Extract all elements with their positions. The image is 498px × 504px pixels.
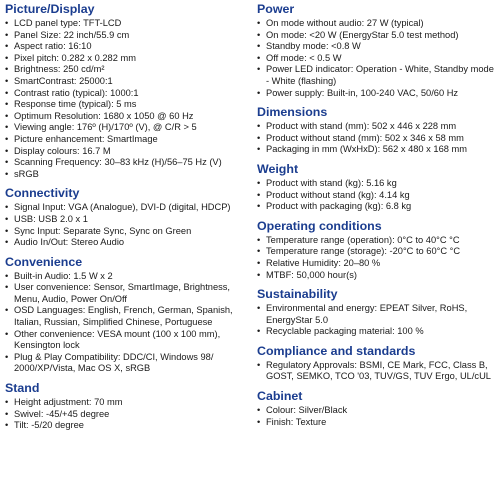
spec-item: • Built-in Audio: 1.5 W x 2 bbox=[5, 271, 251, 283]
section-title: Connectivity bbox=[5, 186, 80, 201]
spec-item: • Finish: Texture bbox=[257, 417, 497, 429]
spec-list bbox=[5, 397, 251, 432]
spec-item: • On mode: <20 W (EnergyStar 5.0 test method) bbox=[257, 30, 497, 42]
spec-item: • Off mode: < 0.5 W bbox=[257, 53, 497, 65]
spec-item: • Audio In/Out: Stereo Audio bbox=[5, 237, 251, 249]
spec-section-power bbox=[257, 2, 497, 99]
spec-list bbox=[5, 202, 251, 248]
section-title: Power bbox=[257, 2, 295, 16]
spec-item: • Other convenience: VESA mount (100 x 100 mm), Kensington lock bbox=[5, 329, 251, 352]
spec-item: • Power supply: Built-in, 100-240 VAC, 50/60 Hz bbox=[257, 88, 497, 100]
spec-item: • Swivel: -45/+45 degree bbox=[5, 409, 251, 421]
spec-section-operating-conditions bbox=[257, 219, 497, 281]
spec-item: • Environmental and energy: EPEAT Silver, RoHS, EnergyStar 5.0 bbox=[257, 303, 497, 326]
spec-list bbox=[257, 18, 497, 99]
section-title: Compliance and standards bbox=[257, 343, 416, 358]
spec-item: • Product without stand (mm): 502 x 346 x 58 mm bbox=[257, 133, 497, 145]
spec-list bbox=[257, 121, 497, 156]
spec-list bbox=[257, 405, 497, 428]
spec-section-compliance-and-standards bbox=[257, 344, 497, 383]
spec-list bbox=[257, 178, 497, 213]
section-title: Sustainability bbox=[257, 287, 338, 302]
spec-item: • MTBF: 50,000 hour(s) bbox=[257, 270, 497, 282]
spec-section-picture-display bbox=[5, 2, 251, 180]
spec-item: • sRGB bbox=[5, 169, 251, 181]
spec-item: • Standby mode: <0.8 W bbox=[257, 41, 497, 53]
spec-item: • Aspect ratio: 16:10 bbox=[5, 41, 251, 53]
spec-item: • Temperature range (operation): 0°C to 40°C °C bbox=[257, 235, 497, 247]
spec-list bbox=[5, 271, 251, 375]
spec-item: • Tilt: -5/20 degree bbox=[5, 420, 251, 432]
spec-item: • Regulatory Approvals: BSMI, CE Mark, FCC, Class B, GOST, SEMKO, TCO '03, TUV/GS, TUV Ergo, UL/cUL bbox=[257, 360, 497, 383]
spec-item: • Temperature range (storage): -20°C to 60°C °C bbox=[257, 246, 497, 258]
spec-list bbox=[257, 303, 497, 338]
spec-item: • Sync Input: Separate Sync, Sync on Green bbox=[5, 226, 251, 238]
spec-section-cabinet bbox=[257, 389, 497, 428]
spec-item: • Colour: Silver/Black bbox=[257, 405, 497, 417]
spec-item: • Scanning Frequency: 30–83 kHz (H)/56–75 Hz (V) bbox=[5, 157, 251, 169]
spec-item: • SmartContrast: 25000:1 bbox=[5, 76, 251, 88]
spec-list bbox=[257, 360, 497, 383]
spec-item: • Optimum Resolution: 1680 x 1050 @ 60 Hz bbox=[5, 111, 251, 123]
spec-item: • On mode without audio: 27 W (typical) bbox=[257, 18, 497, 30]
spec-item: • Product with packaging (kg): 6.8 kg bbox=[257, 201, 497, 213]
spec-item: • Product without stand (kg): 4.14 kg bbox=[257, 190, 497, 202]
spec-item: • Viewing angle: 176º (H)/170º (V), @ C/R > 5 bbox=[5, 122, 251, 134]
spec-item: • Product with stand (kg): 5.16 kg bbox=[257, 178, 497, 190]
section-title: Convenience bbox=[5, 254, 83, 269]
spec-item: • User convenience: Sensor, SmartImage, Brightness, Menu, Audio, Power On/Off bbox=[5, 282, 251, 305]
spec-item: • Plug & Play Compatibility: DDC/CI, Windows 98/ 2000/XP/Vista, Mac OS X, sRGB bbox=[5, 352, 251, 375]
spec-item: • Response time (typical): 5 ms bbox=[5, 99, 251, 111]
spec-item: • Product with stand (mm): 502 x 446 x 228 mm bbox=[257, 121, 497, 133]
section-title: Weight bbox=[257, 161, 299, 176]
spec-list bbox=[5, 18, 251, 180]
spec-item: • Picture enhancement: SmartImage bbox=[5, 134, 251, 146]
spec-item: • Signal Input: VGA (Analogue), DVI-D (digital, HDCP) bbox=[5, 202, 251, 214]
right-column bbox=[257, 2, 497, 434]
section-title: Stand bbox=[5, 381, 40, 396]
section-title: Dimensions bbox=[257, 105, 328, 120]
spec-item: • Brightness: 250 cd/m² bbox=[5, 64, 251, 76]
spec-section-convenience bbox=[5, 255, 251, 375]
left-column bbox=[5, 2, 251, 438]
spec-item: • Contrast ratio (typical): 1000:1 bbox=[5, 88, 251, 100]
spec-section-dimensions bbox=[257, 105, 497, 156]
spec-section-stand bbox=[5, 381, 251, 432]
spec-item: • Panel Size: 22 inch/55.9 cm bbox=[5, 30, 251, 42]
section-title: Operating conditions bbox=[257, 218, 382, 233]
section-title: Cabinet bbox=[257, 389, 303, 404]
spec-item: • Power LED indicator: Operation - White, Standby mode - White (flashing) bbox=[257, 64, 497, 87]
spec-item: • Packaging in mm (WxHxD): 562 x 480 x 168 mm bbox=[257, 144, 497, 156]
spec-list bbox=[257, 235, 497, 281]
spec-section-connectivity bbox=[5, 186, 251, 248]
spec-item: • Relative Humidity: 20–80 % bbox=[257, 258, 497, 270]
section-title: Picture/Display bbox=[5, 2, 95, 16]
spec-item: • Pixel pitch: 0.282 x 0.282 mm bbox=[5, 53, 251, 65]
spec-item: • Display colours: 16.7 M bbox=[5, 146, 251, 158]
spec-item: • USB: USB 2.0 x 1 bbox=[5, 214, 251, 226]
spec-item: • LCD panel type: TFT-LCD bbox=[5, 18, 251, 30]
spec-item: • OSD Languages: English, French, German, Spanish, Italian, Russian, Simplified Chinese, Portuguese bbox=[5, 305, 251, 328]
spec-item: • Recyclable packaging material: 100 % bbox=[257, 326, 497, 338]
spec-section-weight bbox=[257, 162, 497, 213]
spec-item: • Height adjustment: 70 mm bbox=[5, 397, 251, 409]
spec-section-sustainability bbox=[257, 287, 497, 338]
